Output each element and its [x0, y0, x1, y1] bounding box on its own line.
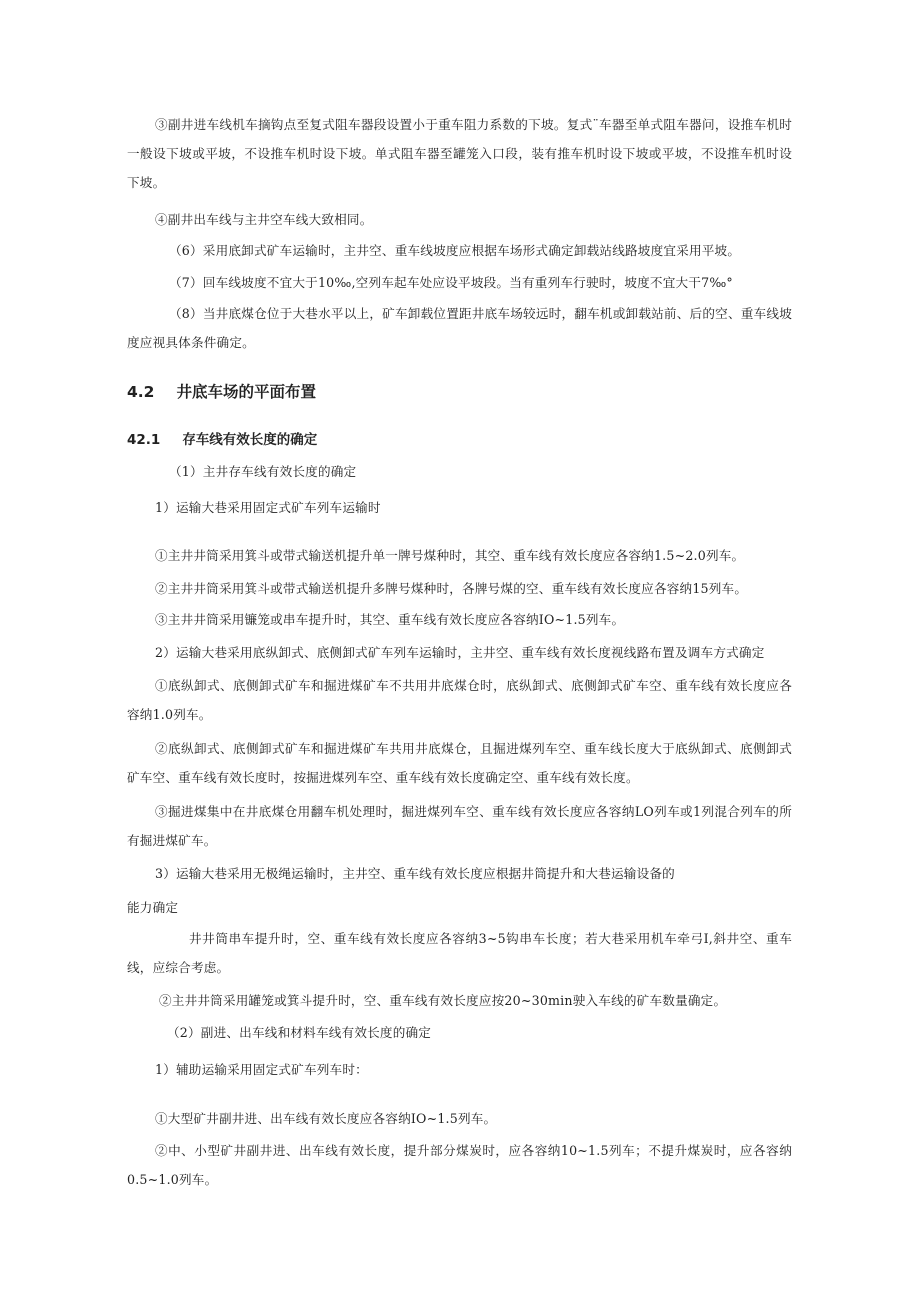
- paragraph-auxiliary-out-line: ④副井出车线与主井空车线大致相同。: [155, 212, 373, 227]
- list-item: 1）运输大巷采用固定式矿车列车运输时: [155, 500, 381, 515]
- list-item: ③主井井筒采用镰笼或串车提升时，其空、重车线有效长度应各容纳IO~1.5列车。: [155, 612, 625, 627]
- list-item: ②主井井筒采用箕斗或带式输送机提升多牌号煤种时，各牌号煤的空、重车线有效长度应各容纳15列车。: [155, 581, 748, 596]
- section-number: 4.2: [127, 383, 155, 401]
- subsection-number: 42.1: [127, 432, 161, 448]
- section-heading: [127, 380, 316, 402]
- list-item: ②中、小型矿井副井进、出车线有效长度，提升部分煤炭时，应各容纳10~1.5列车；不提升煤炭时，应各容纳0.5~1.0列车。: [127, 1143, 792, 1187]
- list-item: 1）辅助运输采用固定式矿车列车时：: [155, 1062, 368, 1077]
- paragraph-item-7: （7）回车线坡度不宜大于10‰,空列车起车处应设平坡段。当有重列车行驶时，坡度不宜大干7‰°: [169, 275, 733, 290]
- paragraph-item-8: （8）当井底煤仓位于大巷水平以上，矿车卸载位置距井底车场较远时，翻车机或卸载站前、后的空、重车线坡度应视具体条件确定。: [127, 306, 792, 350]
- list-item: 井井筒串车提升时，空、重车线有效长度应各容纳3~5钩串车长度；若大巷采用机车牵弓I,斜井空、重车线，应综合考虑。: [127, 931, 792, 975]
- list-item: 能力确定: [127, 900, 179, 915]
- section-title: 井底车场的平面布置: [176, 383, 316, 401]
- list-item: ①大型矿井副井进、出车线有效长度应各容纳IO~1.5列车。: [155, 1111, 497, 1126]
- subsection-heading: [127, 428, 317, 448]
- list-item: ③掘进煤集中在井底煤仓用翻车机处理时，掘进煤列车空、重车线有效长度应各容纳LO列车或1列混合列车的所有掘进煤矿车。: [127, 804, 792, 848]
- list-item: 3）运输大巷采用无极绳运输时，主井空、重车线有效长度应根据井筒提升和大巷运输设备的: [155, 866, 675, 881]
- list-item: ②主井井筒采用罐笼或箕斗提升时，空、重车线有效长度应按20~30min驶入车线的矿车数量确定。: [159, 993, 727, 1008]
- list-item: （1）主井存车线有效长度的确定: [169, 464, 357, 479]
- list-item: ②底纵卸式、底侧卸式矿车和掘进煤矿车共用井底煤仓，且掘进煤列车空、重车线长度大于底纵卸式、底侧卸式矿车空、重车线有效长度时，按掘进煤列车空、重车线有效长度确定空、重车线有效长度。: [127, 741, 792, 785]
- paragraph-descent-section: ③副井进车线机车摘钩点至复式阻车器段设置小于重车阻力系数的下坡。复式¨车器至单式阻车器问，设推车机时一般设下坡或平坡，不设推车机时设下坡。单式阻车器至罐笼入口段，装有推车机时设下坡或平坡，不设推车机时设下坡。: [127, 117, 792, 190]
- subsection-title: 存车线有效长度的确定: [182, 432, 318, 448]
- list-item: ①底纵卸式、底侧卸式矿车和掘进煤矿车不共用井底煤仓时，底纵卸式、底侧卸式矿车空、重车线有效长度应各容纳1.0列车。: [127, 678, 792, 722]
- paragraph-item-6: （6）采用底卸式矿车运输时，主井空、重车线坡度应根据车场形式确定卸载站线路坡度宜采用平坡。: [169, 243, 741, 258]
- list-item: （2）副进、出车线和材料车线有效长度的确定: [167, 1025, 432, 1040]
- list-item: ①主井井筒采用箕斗或带式输送机提升单一牌号煤种时，其空、重车线有效长度应各容纳1.5~2.0列车。: [155, 548, 745, 563]
- list-item: 2）运输大巷采用底纵卸式、底侧卸式矿车列车运输时，主井空、重车线有效长度视线路布置及调车方式确定: [155, 645, 765, 660]
